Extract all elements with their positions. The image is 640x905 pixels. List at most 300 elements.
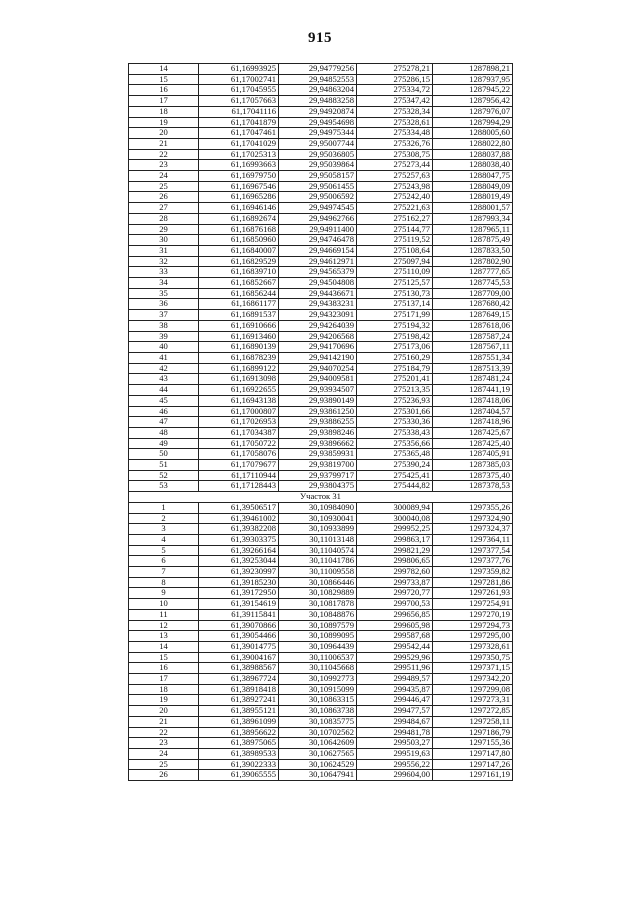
longitude-cell: 29,95007744: [279, 138, 357, 149]
longitude-cell: 29,93890149: [279, 395, 357, 406]
y-coordinate-cell: 1297261,93: [433, 588, 513, 599]
longitude-cell: 30,10624529: [279, 759, 357, 770]
x-coordinate-cell: 299511,96: [357, 663, 433, 674]
point-number-cell: 3: [129, 524, 199, 535]
point-number-cell: 4: [129, 534, 199, 545]
point-number-cell: 46: [129, 406, 199, 417]
y-coordinate-cell: 1287875,49: [433, 235, 513, 246]
x-coordinate-cell: 275347,42: [357, 96, 433, 107]
latitude-cell: 61,16840007: [199, 245, 279, 256]
y-coordinate-cell: 1287745,53: [433, 278, 513, 289]
y-coordinate-cell: 1287513,39: [433, 363, 513, 374]
longitude-cell: 29,95061455: [279, 181, 357, 192]
x-coordinate-cell: 275328,61: [357, 117, 433, 128]
x-coordinate-cell: 275236,93: [357, 395, 433, 406]
longitude-cell: 29,94264039: [279, 320, 357, 331]
longitude-cell: 30,10835775: [279, 716, 357, 727]
table-row: [129, 395, 513, 406]
latitude-cell: 61,38961099: [199, 716, 279, 727]
x-coordinate-cell: 275328,34: [357, 106, 433, 117]
longitude-cell: 29,94863204: [279, 85, 357, 96]
latitude-cell: 61,39115841: [199, 609, 279, 620]
point-number-cell: 44: [129, 385, 199, 396]
latitude-cell: 61,38989533: [199, 749, 279, 760]
x-coordinate-cell: 299481,78: [357, 727, 433, 738]
y-coordinate-cell: 1288037,88: [433, 149, 513, 160]
latitude-cell: 61,17057663: [199, 96, 279, 107]
latitude-cell: 61,16967546: [199, 181, 279, 192]
longitude-cell: 30,10863315: [279, 695, 357, 706]
point-number-cell: 19: [129, 117, 199, 128]
longitude-cell: 30,10933899: [279, 524, 357, 535]
point-number-cell: 36: [129, 299, 199, 310]
latitude-cell: 61,17045955: [199, 85, 279, 96]
point-number-cell: 7: [129, 567, 199, 578]
table-row: [129, 460, 513, 471]
table-row: [129, 64, 513, 75]
y-coordinate-cell: 1288049,09: [433, 181, 513, 192]
y-coordinate-cell: 1297355,26: [433, 502, 513, 513]
table-row: [129, 406, 513, 417]
point-number-cell: 14: [129, 641, 199, 652]
point-number-cell: 26: [129, 770, 199, 781]
x-coordinate-cell: 275286,15: [357, 74, 433, 85]
latitude-cell: 61,38918418: [199, 684, 279, 695]
table-row: [129, 74, 513, 85]
table-row: [129, 502, 513, 513]
y-coordinate-cell: 1287481,24: [433, 374, 513, 385]
latitude-cell: 61,16891537: [199, 310, 279, 321]
x-coordinate-cell: 275160,29: [357, 352, 433, 363]
latitude-cell: 61,17034387: [199, 427, 279, 438]
table-row: [129, 352, 513, 363]
table-row: [129, 299, 513, 310]
y-coordinate-cell: 1288019,49: [433, 192, 513, 203]
latitude-cell: 61,16850960: [199, 235, 279, 246]
point-number-cell: 17: [129, 674, 199, 685]
longitude-cell: 29,94974545: [279, 203, 357, 214]
x-coordinate-cell: 299587,68: [357, 631, 433, 642]
point-number-cell: 20: [129, 706, 199, 717]
latitude-cell: 61,17110944: [199, 470, 279, 481]
longitude-cell: 30,10829889: [279, 588, 357, 599]
latitude-cell: 61,17002741: [199, 74, 279, 85]
x-coordinate-cell: 275194,32: [357, 320, 433, 331]
point-number-cell: 27: [129, 203, 199, 214]
point-number-cell: 35: [129, 288, 199, 299]
table-row: [129, 203, 513, 214]
longitude-cell: 30,11009558: [279, 567, 357, 578]
longitude-cell: 30,10897579: [279, 620, 357, 631]
y-coordinate-cell: 1287945,22: [433, 85, 513, 96]
latitude-cell: 61,39253044: [199, 556, 279, 567]
latitude-cell: 61,38927241: [199, 695, 279, 706]
table-row: [129, 588, 513, 599]
point-number-cell: 6: [129, 556, 199, 567]
point-number-cell: 14: [129, 64, 199, 75]
longitude-cell: 30,10863738: [279, 706, 357, 717]
latitude-cell: 61,39004167: [199, 652, 279, 663]
y-coordinate-cell: 1287777,65: [433, 267, 513, 278]
table-row: [129, 716, 513, 727]
x-coordinate-cell: 299604,00: [357, 770, 433, 781]
x-coordinate-cell: 275137,14: [357, 299, 433, 310]
y-coordinate-cell: 1288047,75: [433, 171, 513, 182]
latitude-cell: 61,16839710: [199, 267, 279, 278]
y-coordinate-cell: 1287649,15: [433, 310, 513, 321]
longitude-cell: 29,94920874: [279, 106, 357, 117]
x-coordinate-cell: 275243,98: [357, 181, 433, 192]
longitude-cell: 30,10627565: [279, 749, 357, 760]
y-coordinate-cell: 1287802,90: [433, 256, 513, 267]
x-coordinate-cell: 300040,08: [357, 513, 433, 524]
x-coordinate-cell: 275338,43: [357, 427, 433, 438]
page-number: 915: [308, 30, 332, 46]
point-number-cell: 32: [129, 256, 199, 267]
table-row: [129, 481, 513, 492]
y-coordinate-cell: 1297272,85: [433, 706, 513, 717]
point-number-cell: 9: [129, 588, 199, 599]
y-coordinate-cell: 1297350,75: [433, 652, 513, 663]
longitude-cell: 29,94206568: [279, 331, 357, 342]
x-coordinate-cell: 275425,41: [357, 470, 433, 481]
longitude-cell: 29,94883258: [279, 96, 357, 107]
point-number-cell: 10: [129, 599, 199, 610]
point-number-cell: 18: [129, 106, 199, 117]
longitude-cell: 29,95039864: [279, 160, 357, 171]
x-coordinate-cell: 275119,52: [357, 235, 433, 246]
point-number-cell: 15: [129, 74, 199, 85]
y-coordinate-cell: 1287404,57: [433, 406, 513, 417]
table-row: [129, 106, 513, 117]
point-number-cell: 43: [129, 374, 199, 385]
longitude-cell: 29,94975344: [279, 128, 357, 139]
x-coordinate-cell: 275242,40: [357, 192, 433, 203]
latitude-cell: 61,16922655: [199, 385, 279, 396]
table-row: [129, 738, 513, 749]
x-coordinate-cell: 299733,87: [357, 577, 433, 588]
latitude-cell: 61,17047461: [199, 128, 279, 139]
y-coordinate-cell: 1297328,61: [433, 641, 513, 652]
longitude-cell: 29,94142190: [279, 352, 357, 363]
y-coordinate-cell: 1287378,53: [433, 481, 513, 492]
latitude-cell: 61,38988567: [199, 663, 279, 674]
y-coordinate-cell: 1297377,76: [433, 556, 513, 567]
table-row: [129, 331, 513, 342]
point-number-cell: 15: [129, 652, 199, 663]
y-coordinate-cell: 1297147,26: [433, 759, 513, 770]
x-coordinate-cell: 275221,63: [357, 203, 433, 214]
y-coordinate-cell: 1287405,91: [433, 449, 513, 460]
latitude-cell: 61,17000807: [199, 406, 279, 417]
y-coordinate-cell: 1297359,82: [433, 567, 513, 578]
latitude-cell: 61,16861177: [199, 299, 279, 310]
point-number-cell: 24: [129, 749, 199, 760]
point-number-cell: 21: [129, 138, 199, 149]
x-coordinate-cell: 299519,63: [357, 749, 433, 760]
x-coordinate-cell: 275144,77: [357, 224, 433, 235]
y-coordinate-cell: 1287898,21: [433, 64, 513, 75]
x-coordinate-cell: 299529,96: [357, 652, 433, 663]
y-coordinate-cell: 1297364,11: [433, 534, 513, 545]
latitude-cell: 61,17041029: [199, 138, 279, 149]
latitude-cell: 61,38956622: [199, 727, 279, 738]
point-number-cell: 25: [129, 759, 199, 770]
longitude-cell: 29,94962766: [279, 213, 357, 224]
x-coordinate-cell: 275390,24: [357, 460, 433, 471]
x-coordinate-cell: 275278,21: [357, 64, 433, 75]
y-coordinate-cell: 1287709,00: [433, 288, 513, 299]
point-number-cell: 48: [129, 427, 199, 438]
latitude-cell: 61,16899122: [199, 363, 279, 374]
y-coordinate-cell: 1297258,11: [433, 716, 513, 727]
table-row: [129, 160, 513, 171]
x-coordinate-cell: 275330,36: [357, 417, 433, 428]
x-coordinate-cell: 275110,09: [357, 267, 433, 278]
longitude-cell: 29,94612971: [279, 256, 357, 267]
x-coordinate-cell: 275326,76: [357, 138, 433, 149]
table-row: [129, 770, 513, 781]
point-number-cell: 31: [129, 245, 199, 256]
table-row: [129, 427, 513, 438]
point-number-cell: 38: [129, 320, 199, 331]
longitude-cell: 29,94779256: [279, 64, 357, 75]
table-row: [129, 310, 513, 321]
point-number-cell: 17: [129, 96, 199, 107]
x-coordinate-cell: 275356,66: [357, 438, 433, 449]
table-row: [129, 128, 513, 139]
y-coordinate-cell: 1297324,90: [433, 513, 513, 524]
point-number-cell: 26: [129, 192, 199, 203]
x-coordinate-cell: 300089,94: [357, 502, 433, 513]
x-coordinate-cell: 299720,77: [357, 588, 433, 599]
y-coordinate-cell: 1287441,19: [433, 385, 513, 396]
longitude-cell: 29,94565379: [279, 267, 357, 278]
x-coordinate-cell: 299821,29: [357, 545, 433, 556]
longitude-cell: 30,11045668: [279, 663, 357, 674]
y-coordinate-cell: 1287937,95: [433, 74, 513, 85]
latitude-cell: 61,38975065: [199, 738, 279, 749]
y-coordinate-cell: 1287618,06: [433, 320, 513, 331]
table-row: [129, 288, 513, 299]
longitude-cell: 29,94954698: [279, 117, 357, 128]
table-row: [129, 171, 513, 182]
point-number-cell: 49: [129, 438, 199, 449]
y-coordinate-cell: 1297371,15: [433, 663, 513, 674]
latitude-cell: 61,16965286: [199, 192, 279, 203]
x-coordinate-cell: 275184,79: [357, 363, 433, 374]
longitude-cell: 29,94852553: [279, 74, 357, 85]
y-coordinate-cell: 1297186,79: [433, 727, 513, 738]
y-coordinate-cell: 1287994,29: [433, 117, 513, 128]
table-row: [129, 524, 513, 535]
latitude-cell: 61,17041879: [199, 117, 279, 128]
point-number-cell: 28: [129, 213, 199, 224]
longitude-cell: 29,94436671: [279, 288, 357, 299]
table-row: [129, 695, 513, 706]
table-row: [129, 674, 513, 685]
point-number-cell: 40: [129, 342, 199, 353]
point-number-cell: 23: [129, 160, 199, 171]
longitude-cell: 30,10930041: [279, 513, 357, 524]
longitude-cell: 29,95006592: [279, 192, 357, 203]
longitude-cell: 30,10702562: [279, 727, 357, 738]
y-coordinate-cell: 1297281,86: [433, 577, 513, 588]
point-number-cell: 53: [129, 481, 199, 492]
x-coordinate-cell: 275108,64: [357, 245, 433, 256]
table-row: [129, 181, 513, 192]
latitude-cell: 61,39054466: [199, 631, 279, 642]
y-coordinate-cell: 1297147,80: [433, 749, 513, 760]
point-number-cell: 5: [129, 545, 199, 556]
x-coordinate-cell: 299952,25: [357, 524, 433, 535]
x-coordinate-cell: 275334,48: [357, 128, 433, 139]
latitude-cell: 61,39014775: [199, 641, 279, 652]
latitude-cell: 61,17025313: [199, 149, 279, 160]
point-number-cell: 34: [129, 278, 199, 289]
longitude-cell: 29,93859931: [279, 449, 357, 460]
coordinates-table-body: [129, 64, 513, 781]
table-row: [129, 545, 513, 556]
latitude-cell: 61,16913460: [199, 331, 279, 342]
x-coordinate-cell: 299446,47: [357, 695, 433, 706]
point-number-cell: 29: [129, 224, 199, 235]
latitude-cell: 61,39022333: [199, 759, 279, 770]
latitude-cell: 61,39461002: [199, 513, 279, 524]
longitude-cell: 30,10866446: [279, 577, 357, 588]
table-row: [129, 609, 513, 620]
latitude-cell: 61,17026953: [199, 417, 279, 428]
longitude-cell: 29,94383231: [279, 299, 357, 310]
longitude-cell: 30,10964439: [279, 641, 357, 652]
x-coordinate-cell: 299489,57: [357, 674, 433, 685]
latitude-cell: 61,16878239: [199, 352, 279, 363]
longitude-cell: 29,93886255: [279, 417, 357, 428]
y-coordinate-cell: 1297377,54: [433, 545, 513, 556]
longitude-cell: 29,93934507: [279, 385, 357, 396]
x-coordinate-cell: 275162,27: [357, 213, 433, 224]
y-coordinate-cell: 1287976,07: [433, 106, 513, 117]
table-row: [129, 663, 513, 674]
latitude-cell: 61,16979750: [199, 171, 279, 182]
table-row: [129, 278, 513, 289]
x-coordinate-cell: 275171,99: [357, 310, 433, 321]
point-number-cell: 51: [129, 460, 199, 471]
longitude-cell: 30,10848876: [279, 609, 357, 620]
table-row: [129, 727, 513, 738]
y-coordinate-cell: 1297270,19: [433, 609, 513, 620]
point-number-cell: 1: [129, 502, 199, 513]
point-number-cell: 12: [129, 620, 199, 631]
y-coordinate-cell: 1297254,91: [433, 599, 513, 610]
latitude-cell: 61,39266164: [199, 545, 279, 556]
table-row: [129, 449, 513, 460]
point-number-cell: 50: [129, 449, 199, 460]
x-coordinate-cell: 275334,72: [357, 85, 433, 96]
longitude-cell: 29,94746478: [279, 235, 357, 246]
longitude-cell: 29,94170696: [279, 342, 357, 353]
table-row: [129, 534, 513, 545]
longitude-cell: 29,94323091: [279, 310, 357, 321]
latitude-cell: 61,16829529: [199, 256, 279, 267]
longitude-cell: 30,11041786: [279, 556, 357, 567]
latitude-cell: 61,39172950: [199, 588, 279, 599]
x-coordinate-cell: 299503,27: [357, 738, 433, 749]
latitude-cell: 61,17058076: [199, 449, 279, 460]
x-coordinate-cell: 299605,98: [357, 620, 433, 631]
latitude-cell: 61,39185230: [199, 577, 279, 588]
x-coordinate-cell: 275173,06: [357, 342, 433, 353]
longitude-cell: 29,93804375: [279, 481, 357, 492]
point-number-cell: 18: [129, 684, 199, 695]
y-coordinate-cell: 1287567,11: [433, 342, 513, 353]
point-number-cell: 22: [129, 727, 199, 738]
y-coordinate-cell: 1297324,37: [433, 524, 513, 535]
y-coordinate-cell: 1287965,11: [433, 224, 513, 235]
latitude-cell: 61,38955121: [199, 706, 279, 717]
longitude-cell: 30,11013148: [279, 534, 357, 545]
x-coordinate-cell: 299863,17: [357, 534, 433, 545]
point-number-cell: 37: [129, 310, 199, 321]
table-row: [129, 438, 513, 449]
table-row: [129, 385, 513, 396]
longitude-cell: 29,95036805: [279, 149, 357, 160]
latitude-cell: 61,16856244: [199, 288, 279, 299]
y-coordinate-cell: 1297342,20: [433, 674, 513, 685]
longitude-cell: 30,10915099: [279, 684, 357, 695]
y-coordinate-cell: 1287385,03: [433, 460, 513, 471]
table-row: [129, 363, 513, 374]
point-number-cell: 20: [129, 128, 199, 139]
table-row: [129, 749, 513, 760]
longitude-cell: 29,93819700: [279, 460, 357, 471]
table-row: [129, 267, 513, 278]
coordinates-table: [128, 63, 513, 781]
table-row: [129, 213, 513, 224]
table-row: [129, 224, 513, 235]
latitude-cell: 61,39303375: [199, 534, 279, 545]
longitude-cell: 29,94911400: [279, 224, 357, 235]
point-number-cell: 39: [129, 331, 199, 342]
table-row: [129, 759, 513, 770]
table-row: [129, 417, 513, 428]
x-coordinate-cell: 275365,48: [357, 449, 433, 460]
longitude-cell: 29,94009581: [279, 374, 357, 385]
point-number-cell: 24: [129, 171, 199, 182]
point-number-cell: 8: [129, 577, 199, 588]
table-row: [129, 641, 513, 652]
x-coordinate-cell: 299656,85: [357, 609, 433, 620]
table-row: [129, 235, 513, 246]
longitude-cell: 30,10642609: [279, 738, 357, 749]
table-row: [129, 245, 513, 256]
latitude-cell: 61,16946146: [199, 203, 279, 214]
table-row: [129, 631, 513, 642]
point-number-cell: 23: [129, 738, 199, 749]
latitude-cell: 61,39382208: [199, 524, 279, 535]
section-title: Участок 31: [129, 492, 513, 503]
table-row: [129, 706, 513, 717]
y-coordinate-cell: 1297155,36: [433, 738, 513, 749]
table-row: [129, 374, 513, 385]
x-coordinate-cell: 299484,67: [357, 716, 433, 727]
latitude-cell: 61,17050722: [199, 438, 279, 449]
point-number-cell: 25: [129, 181, 199, 192]
table-row: [129, 577, 513, 588]
point-number-cell: 19: [129, 695, 199, 706]
point-number-cell: 45: [129, 395, 199, 406]
x-coordinate-cell: 299782,60: [357, 567, 433, 578]
